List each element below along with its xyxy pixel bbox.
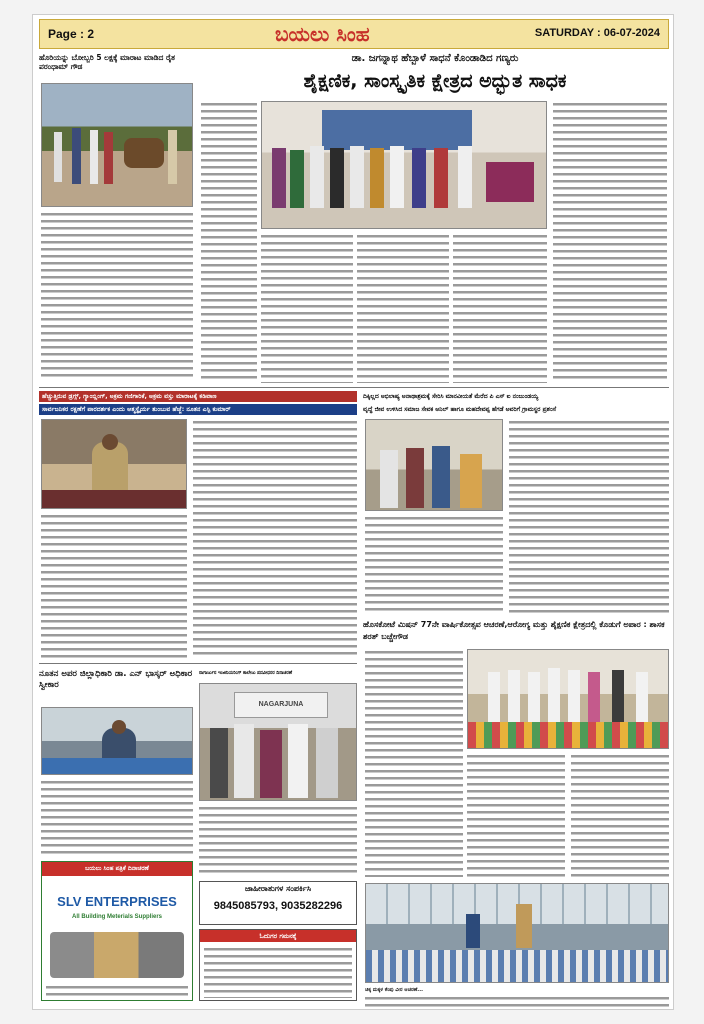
nagarjuna-sign: NAGARJUNA: [234, 692, 328, 718]
lead-headline: ಶೈಕ್ಷಣಿಕ, ಸಾಂಸ್ಕೃತಿಕ ಕ್ಷೇತ್ರದ ಅದ್ಭುತ ಸಾಧಕ: [303, 70, 567, 92]
slv-ad-name: SLV ENTERPRISES: [57, 894, 177, 909]
police-photo: [41, 419, 187, 509]
slv-ad-address: [46, 984, 188, 996]
farmer-photo: [41, 83, 193, 207]
lead-body-col1: [201, 101, 257, 383]
issue-date: SATURDAY : 06-07-2024: [534, 27, 660, 39]
slv-ad-header: ಬಯಲು ಸಿಂಹ ಪತ್ರಿಕೆ ದಿನಾಚರಣೆ: [42, 862, 192, 876]
anganwadi-headline: ದಿಕ್ಕಿಲ್ಲದ ಅಭಿಲಾಷ್ಯ ಅನಾಥಾಶ್ರಮಕ್ಕೆ ಸೇರಿಸಿ ಮಾನವೀಯತೆ ಮೆರೆದ ಪಿ ಎಸ್ ಐ ನಂಜುಂಡಯ್ಯ: [363, 393, 539, 400]
anganwadi-body-col2: [509, 419, 669, 615]
anganwadi-body-col1: [365, 515, 503, 615]
mission-body-col1: [365, 649, 463, 877]
collector-headline: ನೂತನ ಅಪರ ಜಿಲ್ಲಾಧಿಕಾರಿ ಡಾ. ಎನ್ ಭಾಸ್ಕರ್ ಅಧಿಕಾರ ಸ್ವೀಕಾರ: [39, 669, 193, 690]
farmer-headline: ಹೊರಿಯನ್ನು ಬೋಬ್ಬರಿ 5 ಲಕ್ಷಕ್ಕೆ ಮಾರಾಟ ಮಾಡಿದ ರೈತ ಪರಂಧಾಮ್ ಗೌಡ: [39, 53, 175, 71]
nagarjuna-body-text: [199, 805, 357, 877]
collector-body-text: [41, 779, 193, 857]
contact-ad: [199, 881, 357, 925]
newspaper-title: ಬಯಲು ಸಿಂಹ: [275, 22, 370, 46]
lead-kicker: ಡಾ. ಜಗನ್ನಾಥ ಹೆಬ್ಬಾಳೆ ಸಾಧನೆ ಕೊಂಡಾಡಿದ ಗಣ್ಯರು: [351, 53, 519, 64]
mission-body-col3: [571, 753, 669, 877]
contact-ad-phones: 9845085793, 9035282296: [213, 900, 343, 912]
nagarjuna-banner: ನಾಗಾರ್ಜುನ ಇಂಜಿನಿಯರಿಂಗ್ ಕಾಲೇಜು ಪದವೀಧರರ ದಿನಾಚರಣೆ: [199, 671, 293, 676]
school-body-text: [365, 995, 669, 1007]
contact-ad-title: ಜಾಹೀರಾತುಗಳ ಸಂಪರ್ಕಿಸಿ: [244, 884, 312, 893]
lead-body-col2: [261, 233, 353, 383]
section-divider: [39, 387, 669, 388]
lead-photo: [261, 101, 547, 229]
police-headline: ಹೆಚ್ಚುತ್ತಿರುವ ಡ್ರಗ್ಸ್, ಗ್ಯಾಂಬ್ಲಿಂಗ್, ಅಕ್ರಮ ಗಣಿಗಾರಿಕೆ, ಅಕ್ರಮ ವಸ್ತು ಮಾರಾಟಕ್ಕೆ ಕಡಿವಾಣ: [39, 391, 357, 402]
anganwadi-subhead: ವೃದ್ಧೆ ಜೀವ ಉಳಿಸಿದ ಸಮಾಜ ಸೇವಕ ಅನಿಲ್ ಹಾಗೂ ಮಹದೇವಪ್ಪ ಹೆಗಡೆ ಅವರಿಗೆ ಗ್ರಾಮಸ್ಥರ ಪ್ರಶಂಸೆ: [363, 406, 557, 413]
school-photo: [365, 883, 669, 983]
reader-notice-title: ಓದುಗರ ಗಮನಕ್ಕೆ: [200, 930, 356, 942]
lead-body-col5: [553, 101, 667, 383]
page-number: Page : 2: [48, 27, 95, 41]
newspaper-page: [32, 14, 674, 1010]
reader-notice: [199, 929, 357, 1001]
lead-body-col3: [357, 233, 449, 383]
mission-headline: ಹೊಸಕೋಟೆ ಮಿಷನ್ 77ನೇ ವಾರ್ಷಿಕೋತ್ಸವ ಆಚರಣೆ,ಆರೋಗ್ಯ ಮತ್ತು ಶೈಕ್ಷಣಿಕ ಕ್ಷೇತ್ರದಲ್ಲಿ ಕೊಡುಗೆ ಅಪಾರ : ಶಾಸಕ ಶರತ್ ಬಚ್ಚೇಗೌಡ: [363, 620, 665, 641]
police-body-col1: [41, 513, 187, 659]
collector-photo: [41, 707, 193, 775]
anganwadi-photo: [365, 419, 503, 511]
mission-body-col2: [467, 753, 565, 877]
police-body-col2: [193, 419, 357, 659]
school-caption: ಚಿಕ್ಕ ಮಕ್ಕಳ ಕೆಂಪು ವೀರ ಆಚರಣೆ...: [365, 987, 423, 993]
left-section-divider: [39, 663, 357, 664]
lead-body-col4: [453, 233, 547, 383]
reader-notice-text: [204, 946, 352, 998]
masthead: [39, 19, 669, 49]
slv-ad: [41, 861, 193, 1001]
police-subhead: ಸಾರ್ವಜನಿಕರ ರಕ್ಷಣೆಗೆ ಪಾರದರ್ಶಕ ಎಂದು ಆತ್ಮಸ್ಥೈರ್ಯ ತುಂಬುವ ಹೆಜ್ಜೆ: ನೂತನ ಎಸ್ಪಿ ಕುಮಾರ್: [39, 404, 357, 415]
slv-ad-image: [50, 932, 184, 978]
slv-ad-tagline: All Building Meterials Suppliers: [71, 914, 162, 920]
farmer-body-text: [41, 211, 193, 379]
mission-photo: [467, 649, 669, 749]
nagarjuna-photo: [199, 683, 357, 801]
